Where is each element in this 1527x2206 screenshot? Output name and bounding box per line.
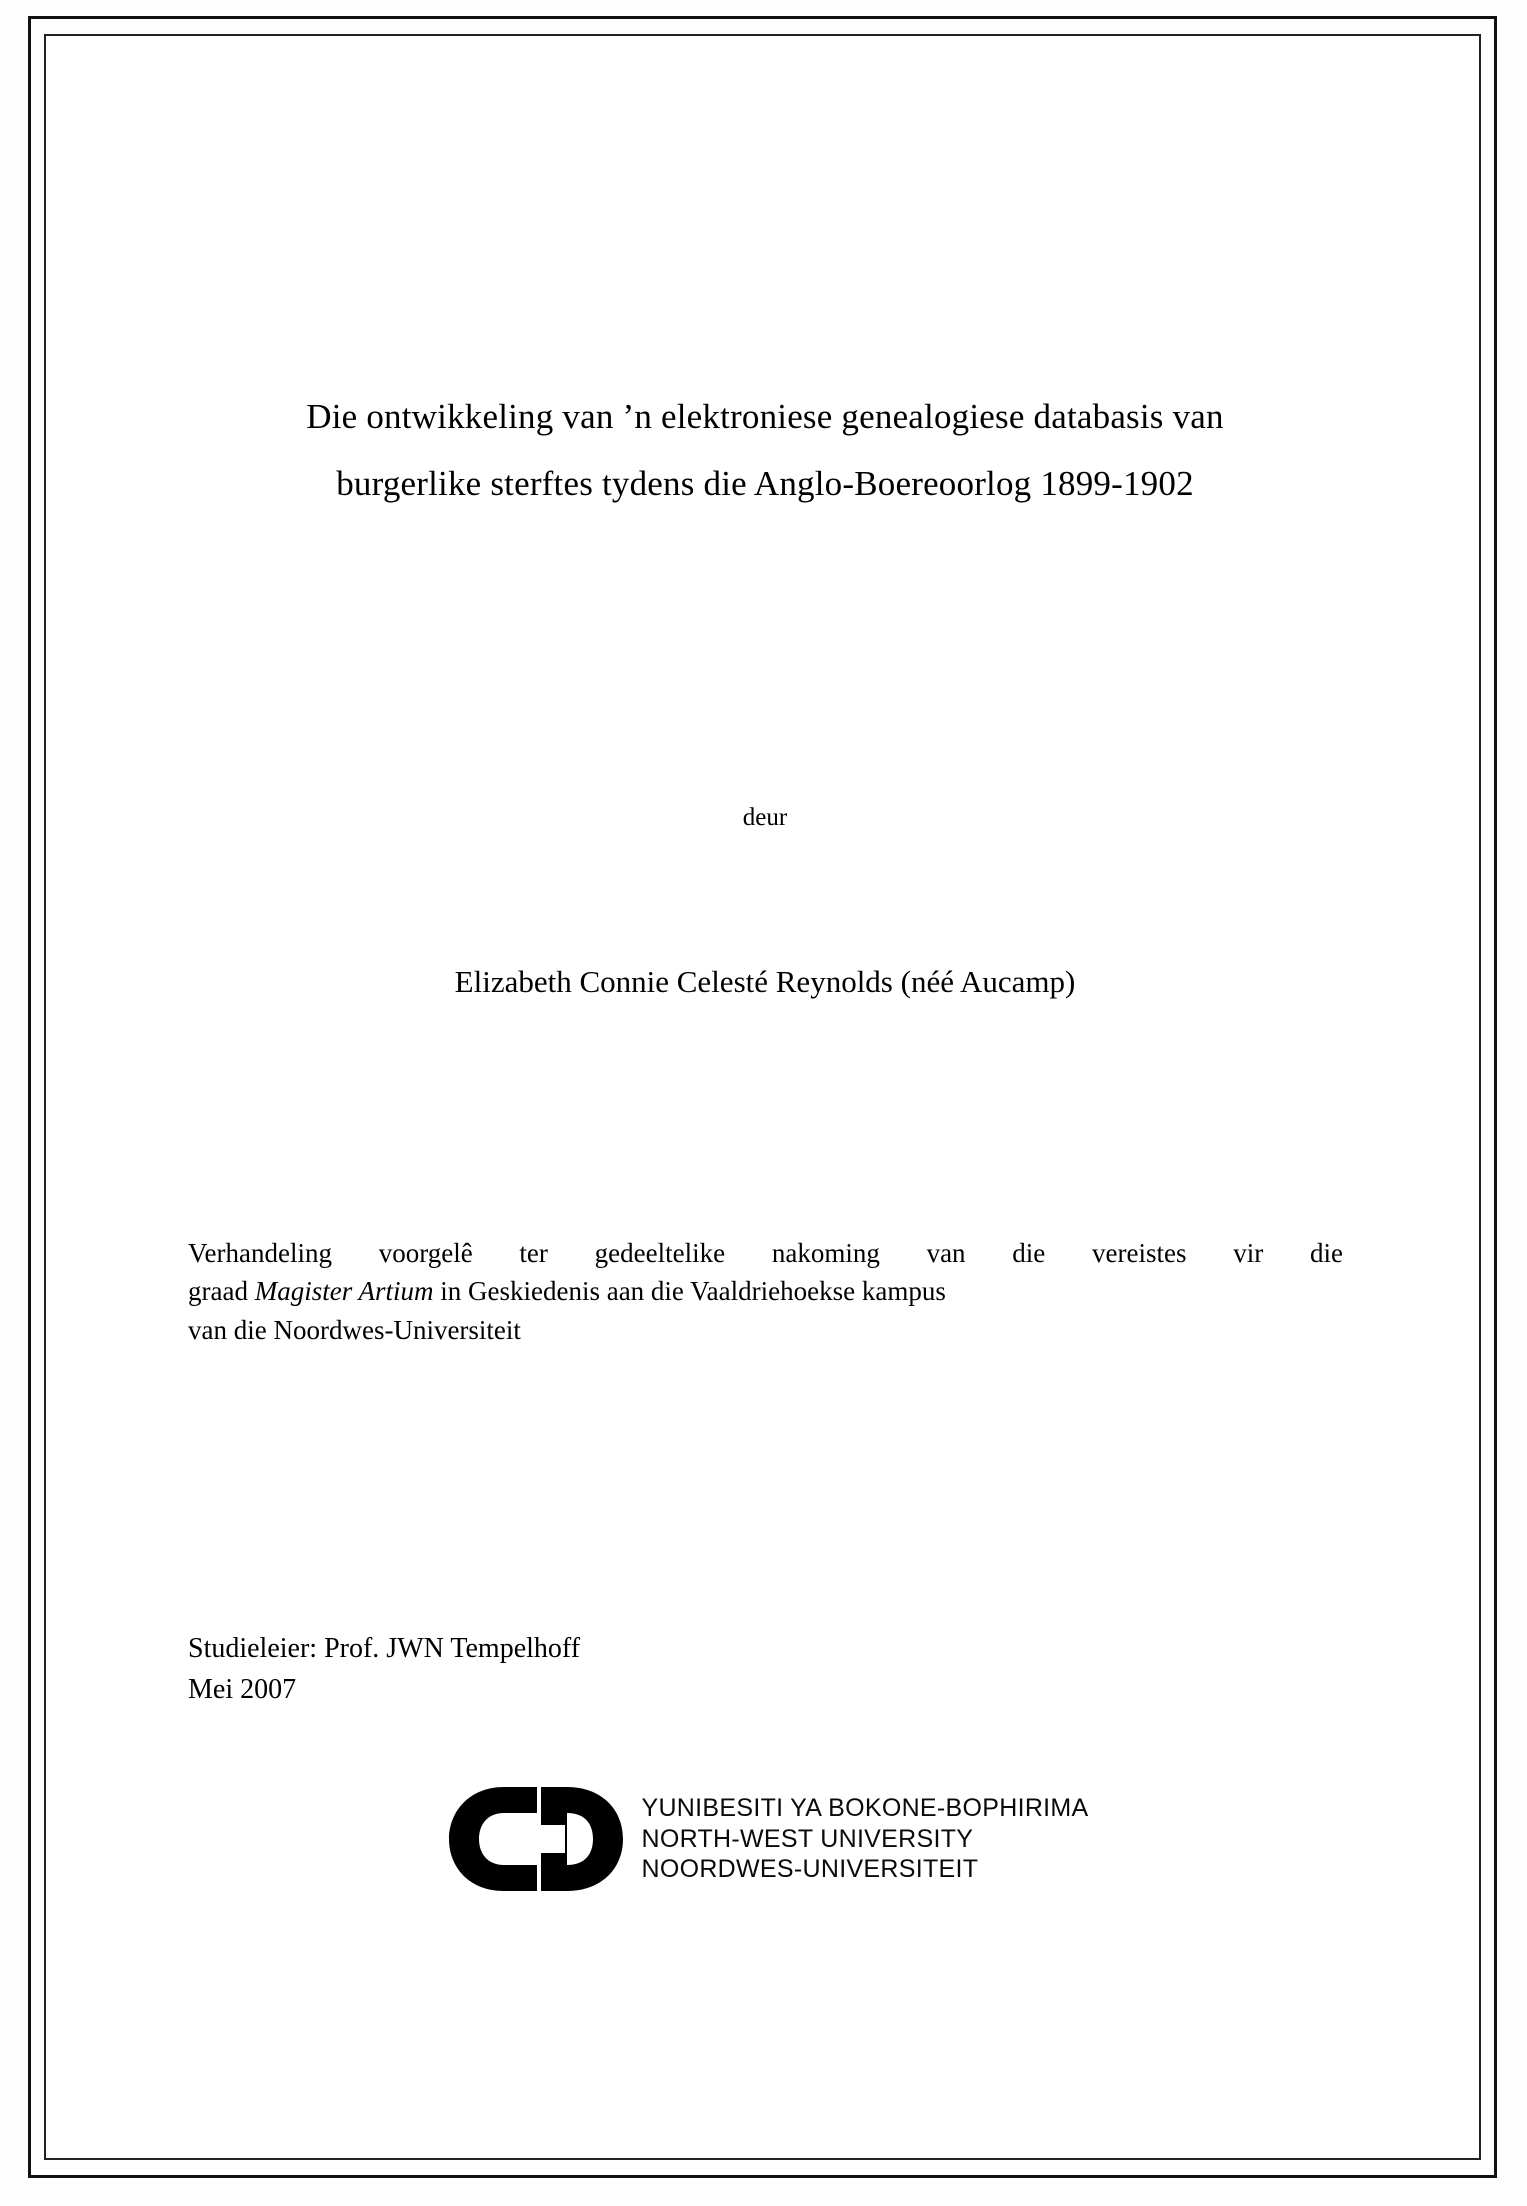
author-name: Elizabeth Connie Celesté Reynolds (néé Aucamp) (454, 964, 1076, 999)
date-line: Mei 2007 (188, 1673, 297, 1705)
supervisor-block (188, 1629, 1188, 1710)
title-page-content (180, 34, 1350, 2154)
degree-statement (188, 1234, 1343, 1349)
logo-text-line-3: NOORDWES-UNIVERSITEIT (641, 1855, 979, 1884)
title-line-2: burgerlike sterftes tydens die Anglo-Boereoorlog 1899-1902 (336, 463, 1194, 503)
page-title (180, 384, 1350, 517)
degree-statement-line-2 (188, 1272, 1343, 1310)
logo-text-line-1: YUNIBESITI YA BOKONE-BOPHIRIMA (641, 1794, 1089, 1823)
title-line-1: Die ontwikkeling van ’n elektroniese genealogiese databasis van (306, 397, 1224, 436)
degree-statement-line-3: van die Noordwes-Universiteit (188, 1314, 521, 1345)
degree-statement-line-1: Verhandeling voorgelê ter gedeeltelike nakoming van die vereistes vir die (188, 1238, 1343, 1268)
north-west-university-logo-icon (441, 1779, 631, 1899)
university-logo-text (641, 1793, 1088, 1885)
supervisor-line: Studieleier: Prof. JWN Tempelhoff (188, 1633, 581, 1664)
university-logo (180, 1779, 1350, 1899)
degree-statement-line-2-prefix: graad (188, 1276, 255, 1307)
degree-statement-line-2-suffix: in Geskiedenis aan die Vaaldriehoekse kampus (433, 1276, 946, 1307)
by-label: deur (742, 804, 788, 831)
degree-name: Magister Artium (254, 1276, 434, 1307)
logo-text-line-2: NORTH-WEST UNIVERSITY (641, 1824, 974, 1853)
